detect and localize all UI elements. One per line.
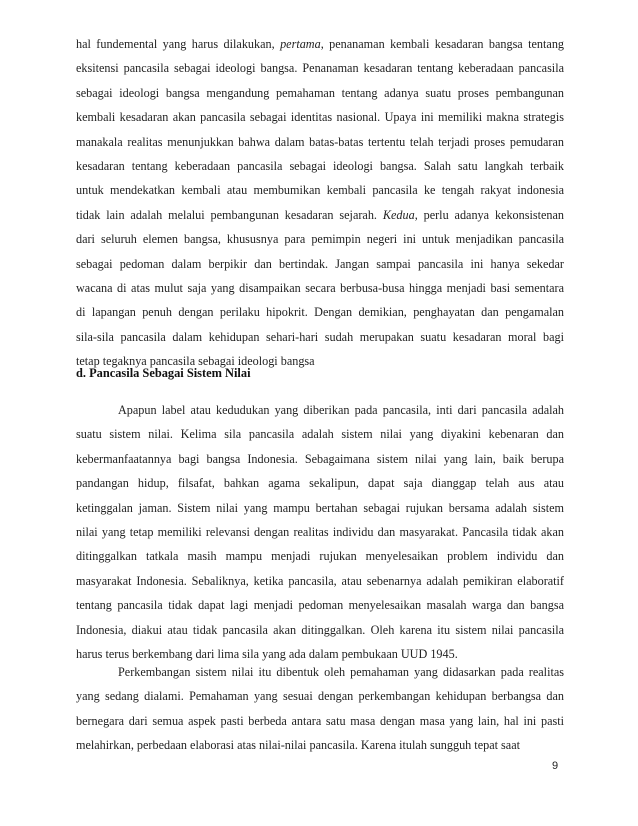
text-run: tetap tegaknya pancasila sebagai ideologi bangsa [76, 354, 315, 369]
text-run: ditinggalkan tatkala masih mampu menjadi rujukan menyelesaikan problem individu dan [76, 549, 564, 564]
text-line [76, 709, 564, 733]
text-run: , penanaman kembali kesadaran bangsa tentang [320, 37, 565, 51]
text-line [76, 32, 564, 56]
text-run: untuk mendekatkan kembali atau membumikan kembali pancasila ke tengah rakyat indonesia [76, 183, 564, 198]
text-run: bernegara dari semua aspek pasti berbeda antara satu masa dengan masa yang lain, hal ini pasti [76, 713, 564, 728]
text-run: kebermanfaatannya bagi bangsa Indonesia. Sebagaimana sistem nilai yang lain, baik berupa [76, 451, 564, 466]
text-line [76, 733, 564, 757]
text-run: masyarakat Indonesia. Sebaliknya, ketika pancasila, atau sebenarnya adalah pemikiran elaboratif [76, 573, 564, 588]
emphasis-text: pertama [280, 37, 321, 51]
page-number: 9 [552, 760, 559, 772]
text-run: kesadaran tentang keberadaan pancasila sebagai ideologi bangsa. Salah satu langkah terbaik [76, 158, 564, 173]
text-line [76, 447, 564, 471]
text-run: eksitensi pancasila sebagai ideologi bangsa. Penanaman kesadaran tentang keberadaan pancasila [76, 61, 564, 76]
paragraph-national-awareness [76, 32, 564, 373]
text-line [76, 227, 564, 251]
text-line [76, 471, 564, 495]
text-line [76, 252, 564, 276]
text-line [76, 496, 564, 520]
text-run: di lapangan penuh dengan perilaku hipokrit. Dengan demikian, penghayatan dan pengamalan [76, 305, 564, 320]
paragraph-value-system [76, 398, 564, 666]
text-run: dari seluruh elemen bangsa, khususnya para pemimpin negeri ini untuk menjadikan pancasila [76, 232, 564, 247]
text-run: wacana di atas mulut saja yang disampaikan secara berbusa-busa hingga menjadi basi sementara [76, 280, 564, 295]
text-run: ketinggalan jaman. Sistem nilai yang mampu bertahan sebagai rujukan bersama adalah sistem [76, 500, 564, 515]
text-line [76, 325, 564, 349]
text-run: tentang pancasila tidak dapat lagi menjadi pedoman menyelesaikan masalah warga dan bangsa [76, 598, 564, 613]
text-run: sebagai ideologi bangsa mengandung pemahaman tentang adanya suatu proses pembangunan [76, 85, 564, 100]
text-run: suatu sistem nilai. Kelima sila pancasila adalah sistem nilai yang diyakini kebenaran dan [76, 427, 564, 442]
text-line [76, 130, 564, 154]
text-line [76, 398, 564, 422]
text-run: sila-sila pancasila dalam kehidupan sehari-hari sudah merupakan suatu kesadaran moral bagi [76, 329, 564, 344]
text-run: sebagai pedoman dalam berpikir dan bertindak. Jangan sampai pancasila ini hanya sekedar [76, 256, 564, 271]
text-line [76, 660, 564, 684]
text-run: Indonesia, diakui atau tidak pancasila akan ditinggalkan. Oleh karena itu sistem nilai pancasila [76, 622, 564, 637]
text-line [76, 684, 564, 708]
text-run: , perlu adanya kekonsistenan [414, 207, 564, 222]
text-line [76, 203, 564, 227]
text-line [76, 569, 564, 593]
text-line [76, 520, 564, 544]
text-line [76, 56, 564, 80]
text-run: Perkembangan sistem nilai itu dibentuk oleh pemahaman yang didasarkan pada realitas [118, 665, 564, 679]
text-line [76, 593, 564, 617]
text-run: Apapun label atau kedudukan yang diberikan pada pancasila, inti dari pancasila adalah [118, 403, 564, 417]
text-run: tidak lain adalah melalui pembangunan kesadaran sejarah. [76, 207, 383, 222]
text-line [76, 618, 564, 642]
text-run: nilai yang tetap memiliki relevansi dengan realitas individu dan masyarakat. Pancasila tidak akan [76, 524, 564, 539]
emphasis-text: Kedua [382, 207, 415, 222]
text-line [76, 544, 564, 568]
text-line [76, 105, 564, 129]
text-run: harus terus berkembang dari lima sila yang ada dalam pembukaan UUD 1945. [76, 646, 458, 661]
section-heading: d. Pancasila Sebagai Sistem Nilai [76, 366, 251, 380]
text-run: hal fundemental yang harus dilakukan, [76, 37, 281, 51]
text-run: kembali kesadaran akan pancasila sebagai identitas nasional. Upaya ini memiliki makna strategis [76, 110, 564, 125]
text-line [76, 276, 564, 300]
text-line [76, 81, 564, 105]
text-line [76, 300, 564, 324]
paragraph-value-development [76, 660, 564, 758]
text-run: manakala realitas menunjukkan bahwa dalam batas-batas tertentu telah terjadi proses pemudaran [76, 134, 564, 149]
text-line [76, 178, 564, 202]
text-run: pandangan hidup, filsafat, bahkan agama sekalipun, dapat saja dianggap telah aus atau [76, 476, 564, 491]
text-line [76, 422, 564, 446]
text-run: yang sedang dialami. Pemahaman yang sesuai dengan perkembangan kehidupan berbangsa dan [76, 689, 564, 704]
text-line [76, 154, 564, 178]
text-run: melahirkan, perbedaan elaborasi atas nilai-nilai pancasila. Karena itulah sungguh tepat saat [76, 738, 520, 753]
